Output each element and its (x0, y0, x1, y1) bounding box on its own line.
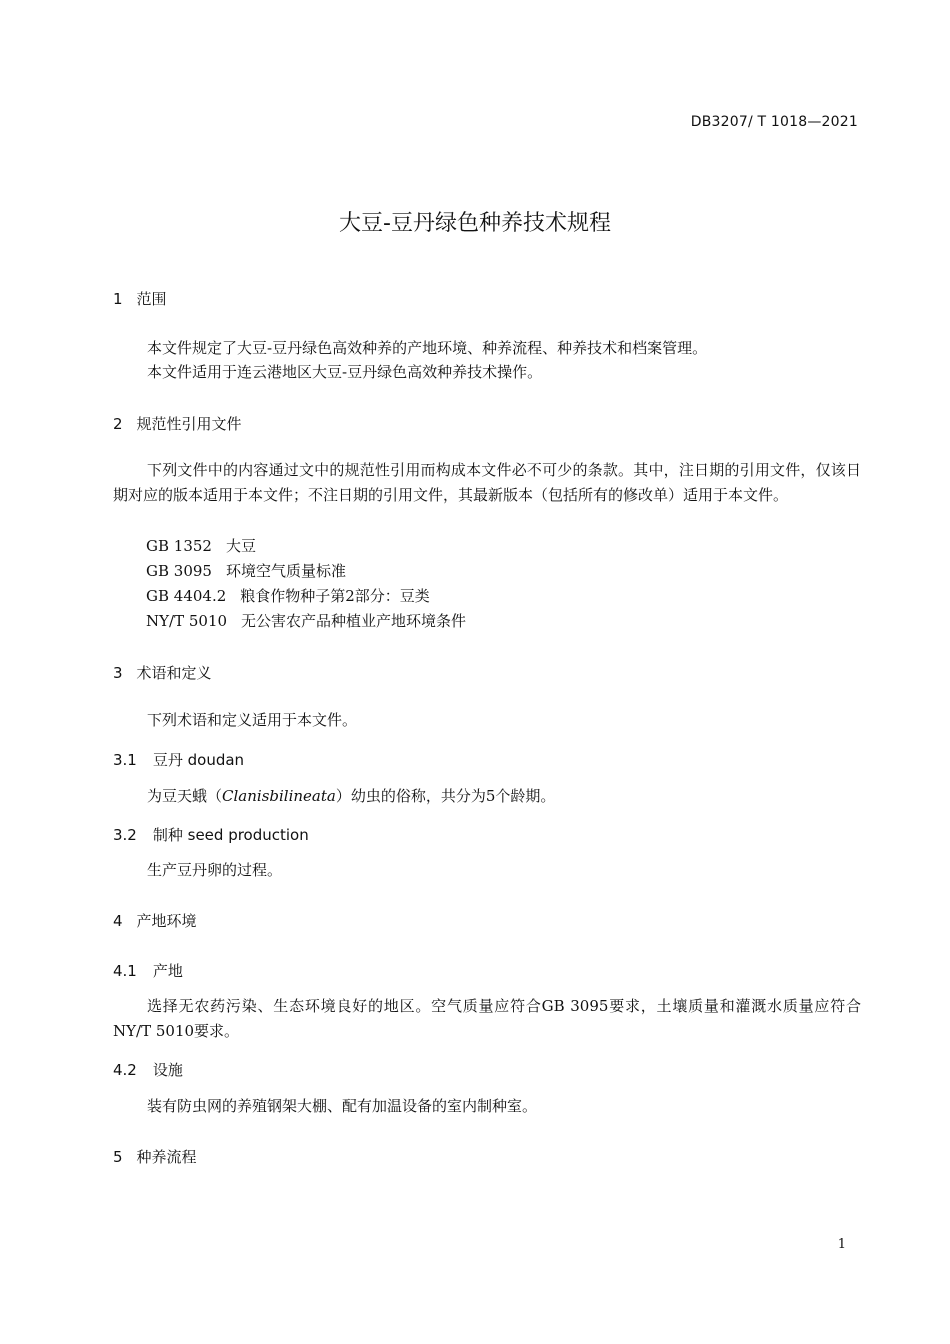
section-4-2-heading (113, 1059, 183, 1080)
section-4-1-heading (113, 960, 183, 981)
document-code: DB3207/ T 1018—2021 (690, 114, 858, 130)
section-title: 产地环境 (136, 912, 197, 930)
section-title: 种养流程 (136, 1148, 197, 1166)
term-3-2-heading (113, 824, 309, 845)
subsection-title: 产地 (152, 962, 183, 980)
section-number: 2 (113, 415, 123, 433)
subsection-number: 4.1 (113, 962, 137, 980)
reference-item (146, 535, 256, 556)
reference-name: 环境空气质量标准 (225, 562, 346, 580)
section-4-2-text: 装有防虫网的养殖钢架大棚、配有加温设备的室内制种室。 (147, 1097, 538, 1115)
section-1-paragraph-1: 本文件规定了大豆-豆丹绿色高效种养的产地环境、种养流程、种养技术和档案管理。 (147, 339, 708, 357)
subsection-number: 4.2 (113, 1061, 137, 1079)
definition-text: 为豆天蛾（ (147, 787, 223, 805)
section-3-intro: 下列术语和定义适用于本文件。 (147, 711, 358, 729)
section-title: 术语和定义 (136, 664, 212, 682)
latin-name: Clanisbilineata (222, 787, 336, 805)
reference-code: GB 1352 (146, 537, 212, 555)
section-number: 5 (113, 1148, 123, 1166)
term-number: 3.1 (113, 751, 137, 769)
section-4-heading (113, 910, 197, 931)
reference-name: 粮食作物种子第2部分：豆类 (240, 587, 430, 605)
page-title: 大豆-豆丹绿色种养技术规程 (339, 211, 611, 236)
reference-code: GB 4404.2 (146, 587, 227, 605)
section-1-heading (113, 288, 167, 309)
term-3-1-heading (113, 749, 244, 770)
section-number: 3 (113, 664, 123, 682)
reference-item (146, 585, 430, 606)
reference-name: 大豆 (225, 537, 256, 555)
section-number: 4 (113, 912, 123, 930)
section-1-paragraph-2: 本文件适用于连云港地区大豆-豆丹绿色高效种养技术操作。 (147, 363, 543, 381)
term-number: 3.2 (113, 826, 137, 844)
section-2-intro: 下列文件中的内容通过文中的规范性引用而构成本文件必不可少的条款。其中，注日期的引用文件，仅该日期对应的版本适用于本文件；不注日期的引用文件，其最新版本（包括所有的修改单）适用于本文件。 (113, 461, 861, 504)
section-title: 范围 (136, 290, 167, 308)
reference-item (146, 610, 466, 631)
reference-code: GB 3095 (146, 562, 212, 580)
reference-item (146, 560, 346, 581)
term-3-1-definition (113, 784, 861, 809)
definition-text: ）幼虫的俗称，共分为5个龄期。 (335, 787, 556, 805)
page-number: 1 (837, 1237, 846, 1252)
section-number: 1 (113, 290, 123, 308)
subsection-title: 设施 (152, 1061, 183, 1079)
section-3-heading (113, 662, 212, 683)
section-5-heading (113, 1146, 197, 1167)
reference-code: NY/T 5010 (146, 612, 228, 630)
term-title: 豆丹 doudan (152, 751, 245, 769)
section-2-heading (113, 413, 242, 434)
term-3-2-definition: 生产豆丹卵的过程。 (147, 861, 283, 879)
section-4-1-text: 选择无农药污染、生态环境良好的地区。空气质量应符合GB 3095要求，土壤质量和灌溉水质量应符合NY/T 5010要求。 (113, 997, 861, 1040)
section-title: 规范性引用文件 (136, 415, 242, 433)
term-title: 制种 seed production (152, 826, 309, 844)
reference-name: 无公害农产品种植业产地环境条件 (241, 612, 467, 630)
